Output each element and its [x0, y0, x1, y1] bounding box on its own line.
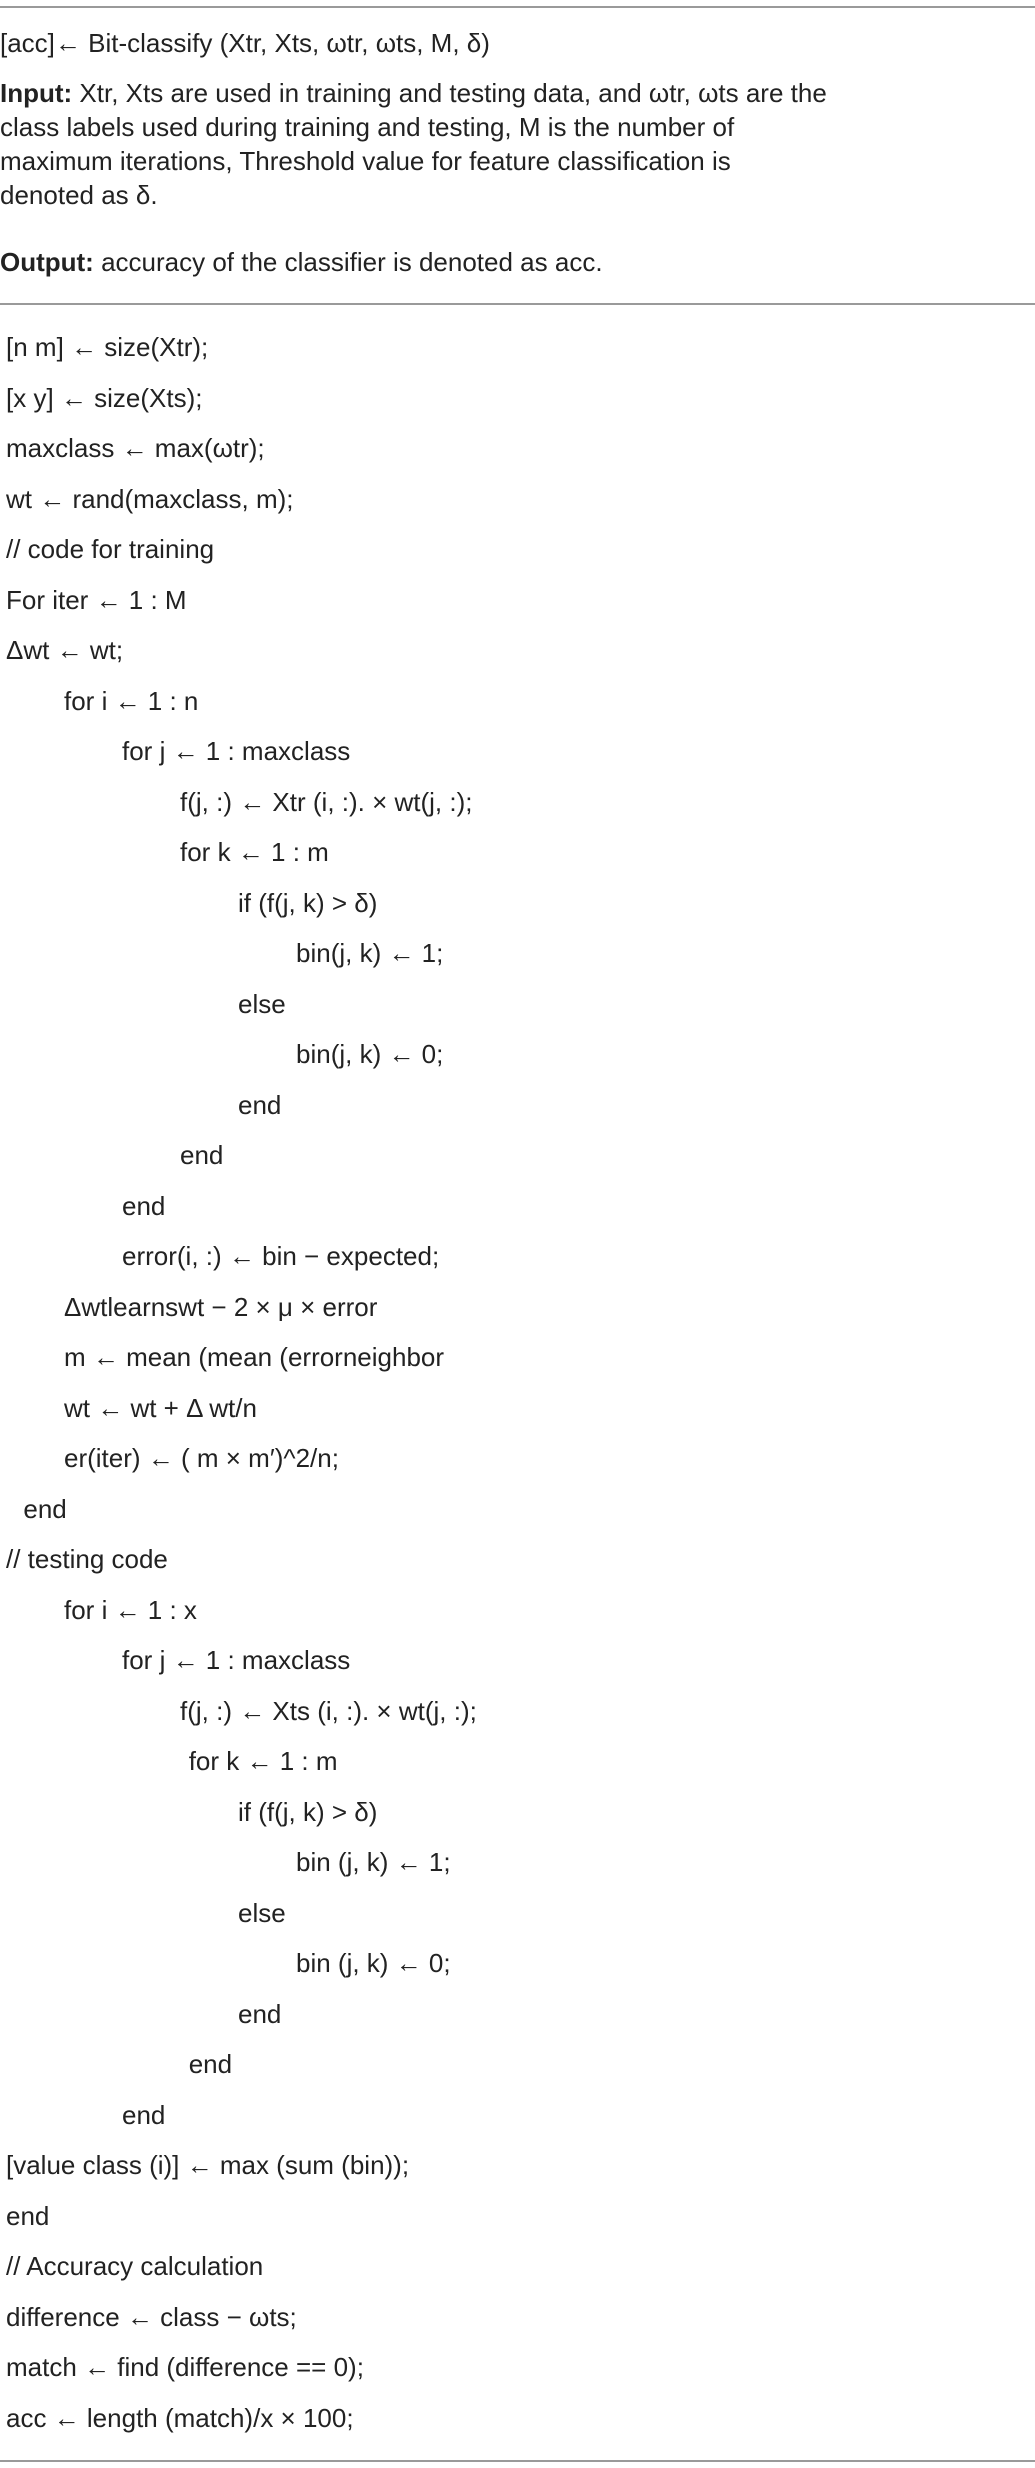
- code-line: end: [180, 1140, 224, 1170]
- code-line: if (f(j, k) > δ): [238, 887, 378, 918]
- input-line-0: [0, 76, 827, 110]
- code-line: else: [238, 988, 286, 1019]
- code-line: er(iter) ← ( m × m′)^2/n;: [64, 1443, 339, 1473]
- code-line: end: [188, 2049, 233, 2079]
- code-line: wt ← rand(maxclass, m);: [6, 483, 294, 514]
- algorithm-signature: [acc]← Bit-classify (Xtr, Xts, ωtr, ωts, M, δ): [0, 28, 490, 58]
- code-line: end: [23, 1493, 67, 1524]
- code-line: bin(j, k) ← 1;: [296, 938, 444, 968]
- code-line: end: [122, 2099, 166, 2130]
- code-line: bin(j, k) ← 0;: [296, 1039, 444, 1069]
- code-line: [x y] ← size(Xts);: [6, 382, 203, 413]
- code-line: for j ← 1 : maxclass: [122, 736, 351, 766]
- top-rule: [0, 6, 1035, 8]
- code-line: bin (j, k) ← 0;: [296, 1948, 451, 1978]
- input-label: Input:: [0, 78, 73, 108]
- code-line: for i ← 1 : n: [64, 685, 199, 716]
- code-line: end: [238, 1089, 282, 1120]
- code-line: For iter ← 1 : M: [6, 584, 187, 615]
- header-rule: [0, 303, 1035, 305]
- code-line: // Accuracy calculation: [6, 2251, 264, 2281]
- input-line-1: class labels used during training and testing, M is the number of: [0, 112, 735, 142]
- code-line: bin (j, k) ← 1;: [296, 1847, 451, 1877]
- bottom-rule: [0, 2460, 1035, 2462]
- code-line: else: [238, 1897, 286, 1928]
- code-line: for i ← 1 : x: [64, 1594, 197, 1625]
- code-line: m ← mean (mean (errorneighbor: [64, 1342, 445, 1372]
- output-text: accuracy of the classifier is denoted as acc.: [101, 247, 603, 277]
- code-line: match ← find (difference == 0);: [6, 2352, 364, 2382]
- code-line: end: [6, 2200, 50, 2231]
- code-line: error(i, :) ← bin − expected;: [122, 1241, 440, 1271]
- code-line: f(j, :) ← Xts (i, :). × wt(j, :);: [180, 1695, 477, 1726]
- code-line: Δwt ← wt;: [6, 635, 124, 665]
- code-line: for k ← 1 : m: [188, 1746, 338, 1776]
- code-line: difference ← class − ωts;: [6, 2301, 297, 2332]
- code-line: end: [238, 1998, 282, 2029]
- output-label: Output:: [0, 247, 94, 277]
- code-line: [n m] ← size(Xtr);: [6, 332, 209, 362]
- code-line: [value class (i)] ← max (sum (bin));: [6, 2150, 410, 2180]
- code-line: for j ← 1 : maxclass: [122, 1645, 351, 1675]
- input-text-0: Xtr, Xts are used in training and testing data, and ωtr, ωts are the: [79, 78, 827, 108]
- code-line: // code for training: [6, 534, 215, 564]
- code-line: acc ← length (match)/x × 100;: [6, 2402, 354, 2433]
- code-line: Δwtlearnswt − 2 × μ × error: [64, 1291, 378, 1322]
- code-line: maxclass ← max(ωtr);: [6, 433, 265, 463]
- code-line: wt ← wt + Δ wt/n: [64, 1392, 257, 1423]
- code-line: if (f(j, k) > δ): [238, 1796, 378, 1827]
- code-line: // testing code: [6, 1544, 168, 1574]
- code-line: for k ← 1 : m: [180, 837, 329, 867]
- code-line: f(j, :) ← Xtr (i, :). × wt(j, :);: [180, 786, 473, 817]
- input-line-2: maximum iterations, Threshold value for feature classification is: [0, 146, 731, 176]
- code-line: end: [122, 1190, 166, 1221]
- output-line: [0, 245, 603, 279]
- input-line-3: denoted as δ.: [0, 180, 158, 210]
